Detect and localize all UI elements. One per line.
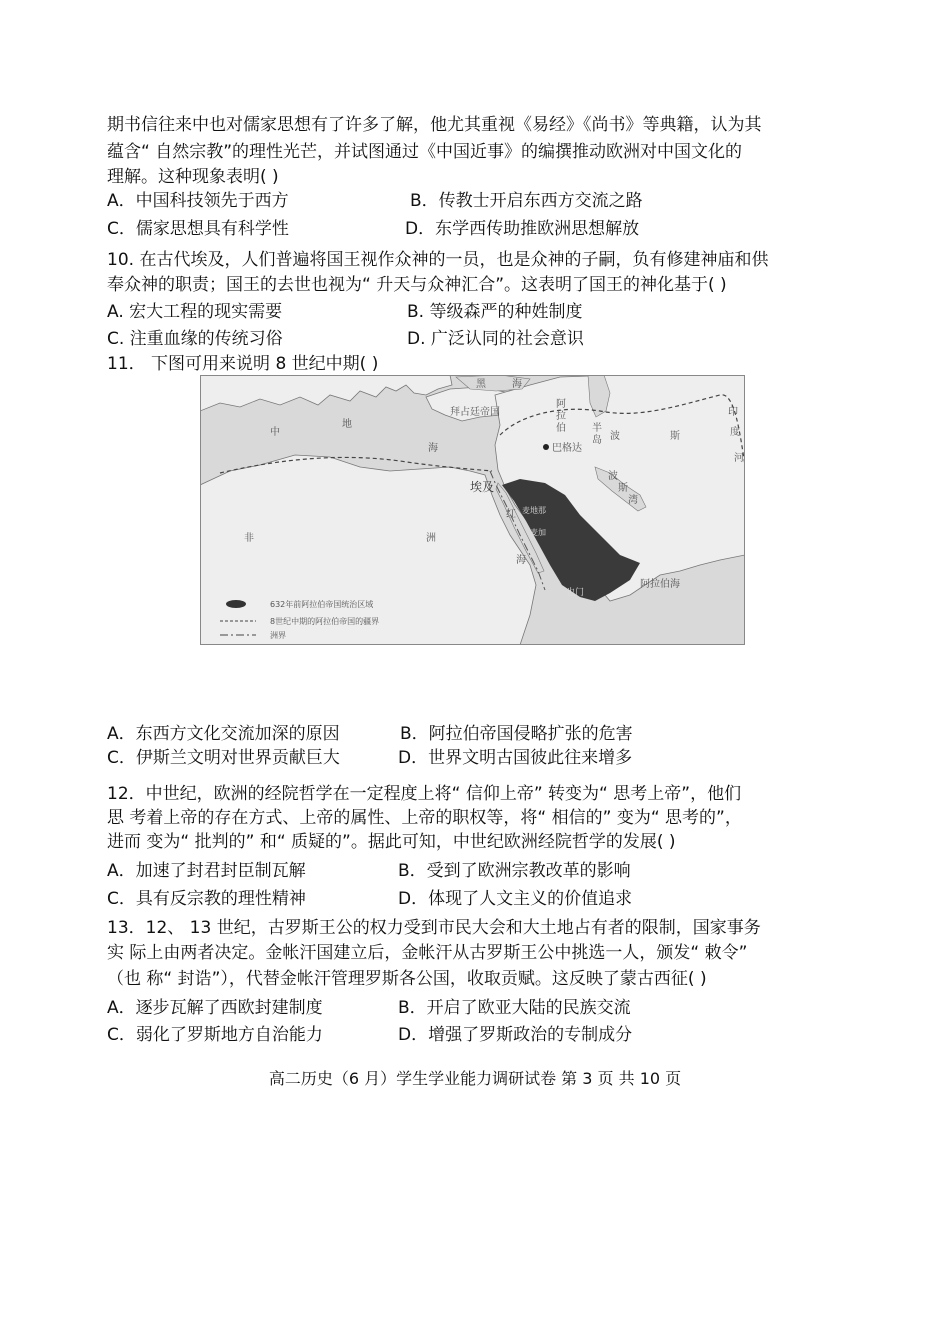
q12-option-d: D．体现了人文主义的价值追求 <box>398 889 633 909</box>
map-label-baghdad: 巴格达 <box>552 443 582 454</box>
q10-stem-line-2: 奉众神的职责；国王的去世也视为“ 升天与众神汇合”。这表明了国王的神化基于( ) <box>107 275 727 295</box>
map-label-indus-1: 印 <box>728 407 738 418</box>
q9-stem-line-1: 期书信往来中也对儒家思想有了许多了解，他尤其重视《易经》《尚书》等典籍，认为其 <box>107 115 762 135</box>
q12-stem-line-1: 12．中世纪，欧洲的经院哲学在一定程度上将“ 信仰上帝” 转变为“ 思考上帝”，他们 <box>107 784 742 804</box>
map-label-black-sea-2: 海 <box>512 379 522 390</box>
map-label-med-2: 地 <box>342 419 352 430</box>
q13-stem-line-2: 实 际上由两者决定。金帐汗国建立后，金帐汗从古罗斯王公中挑选一人，颁发“ 敕令” <box>107 943 748 963</box>
legend-label-continent: 洲界 <box>270 631 286 640</box>
map-label-gulf-1: 波 <box>608 471 618 482</box>
q9-stem-line-2: 蕴含“ 自然宗教”的理性光芒，并试图通过《中国近事》的编撰推动欧洲对中国文化的 <box>107 142 743 162</box>
q9-option-d: D．东学西传助推欧洲思想解放 <box>405 219 640 239</box>
legend-label-632: 632年前阿拉伯帝国统治区域 <box>270 600 374 609</box>
q11-option-d: D．世界文明古国彼此往来增多 <box>398 748 633 768</box>
q13-option-d: D．增强了罗斯政治的专制成分 <box>398 1025 633 1045</box>
q13-option-b: B．开启了欧亚大陆的民族交流 <box>398 998 631 1018</box>
legend-swatch-632 <box>226 600 246 608</box>
map-label-black-sea-1: 黑 <box>476 379 486 390</box>
q9-option-c: C．儒家思想具有科学性 <box>107 219 289 239</box>
q13-option-a: A．逐步瓦解了西欧封建制度 <box>107 998 323 1018</box>
q12-stem-line-3: 进而 变为“ 批判的” 和“ 质疑的”。据此可知，中世纪欧洲经院哲学的发展( ) <box>107 832 676 852</box>
q13-stem-line-1: 13．12、 13 世纪，古罗斯王公的权力受到市民大会和大土地占有者的限制，国家事务 <box>107 918 761 938</box>
map-label-byzantine: 拜占廷帝国 <box>450 407 500 418</box>
q11-option-a: A．东西方文化交流加深的原因 <box>107 724 340 744</box>
q13-stem-line-3: （也 称“ 封诰”），代替金帐汗管理罗斯各公国，收取贡赋。这反映了蒙古西征( ) <box>107 969 707 989</box>
page-footer: 高二历史（6 月）学生学业能力调研试卷 第 3 页 共 10 页 <box>268 1069 682 1088</box>
q10-option-d: D. 广泛认同的社会意识 <box>407 329 584 349</box>
arab-empire-map <box>200 375 745 645</box>
q10-stem-line-1: 10. 在古代埃及，人们普遍将国王视作众神的一员，也是众神的子嗣，负有修建神庙和供 <box>107 250 769 270</box>
q12-stem-line-2: 思 考着上帝的存在方式、上帝的属性、上帝的职权等，将“ 相信的” 变为“ 思考的”， <box>107 808 742 828</box>
map-label-yemen: 也门 <box>566 588 585 598</box>
map-label-mecca: 麦加 <box>530 528 546 537</box>
q12-option-c: C．具有反宗教的理性精神 <box>107 889 306 909</box>
city-dots <box>543 444 549 450</box>
q13-option-c: C．弱化了罗斯地方自治能力 <box>107 1025 323 1045</box>
q11-option-b: B．阿拉伯帝国侵略扩张的危害 <box>400 724 633 744</box>
map-label-red-sea-2: 海 <box>516 555 526 566</box>
map-label-africa-1: 非 <box>244 533 254 544</box>
map-label-persia-1: 波 <box>610 431 620 442</box>
map-label-indus-2: 度 <box>730 427 740 438</box>
q9-option-a: A．中国科技领先于西方 <box>107 191 289 211</box>
map-label-gulf-2: 斯 <box>618 483 628 494</box>
q12-option-b: B．受到了欧洲宗教改革的影响 <box>398 861 631 881</box>
legend-label-border: 8世纪中期的阿拉伯帝国的疆界 <box>270 617 380 626</box>
map-label-arabia-d: 半 <box>592 423 602 434</box>
map-label-gulf-3: 湾 <box>628 495 638 506</box>
q10-option-a: A. 宏大工程的现实需要 <box>107 302 283 322</box>
map-label-arabia-b: 拉 <box>556 411 566 422</box>
q10-option-c: C. 注重血缘的传统习俗 <box>107 329 283 349</box>
map-label-arabia-c: 伯 <box>556 423 566 434</box>
map-label-arabia-a: 阿 <box>556 399 566 410</box>
map-label-persia-2: 斯 <box>670 431 680 442</box>
map-label-africa-2: 洲 <box>426 533 436 544</box>
map-label-red-sea-1: 红 <box>506 509 516 520</box>
map-label-medina: 麦地那 <box>522 506 546 515</box>
map-label-egypt: 埃及 <box>470 480 495 494</box>
map-label-arabian-sea: 阿拉伯海 <box>640 579 680 590</box>
map-label-indus-3: 河 <box>734 453 744 464</box>
map-label-med-3: 海 <box>428 443 438 454</box>
q10-option-b: B. 等级森严的种姓制度 <box>407 302 583 322</box>
q11-option-c: C．伊斯兰文明对世界贡献巨大 <box>107 748 340 768</box>
q9-option-b: B．传教士开启东西方交流之路 <box>410 191 643 211</box>
q12-option-a: A．加速了封君封臣制瓦解 <box>107 861 306 881</box>
q11-stem: 11． 下图可用来说明 8 世纪中期( ) <box>107 354 379 374</box>
map-label-arabia-e: 岛 <box>592 435 602 446</box>
map-label-med-1: 中 <box>270 427 280 438</box>
q9-stem-line-3: 理解。这种现象表明( ) <box>107 167 279 187</box>
